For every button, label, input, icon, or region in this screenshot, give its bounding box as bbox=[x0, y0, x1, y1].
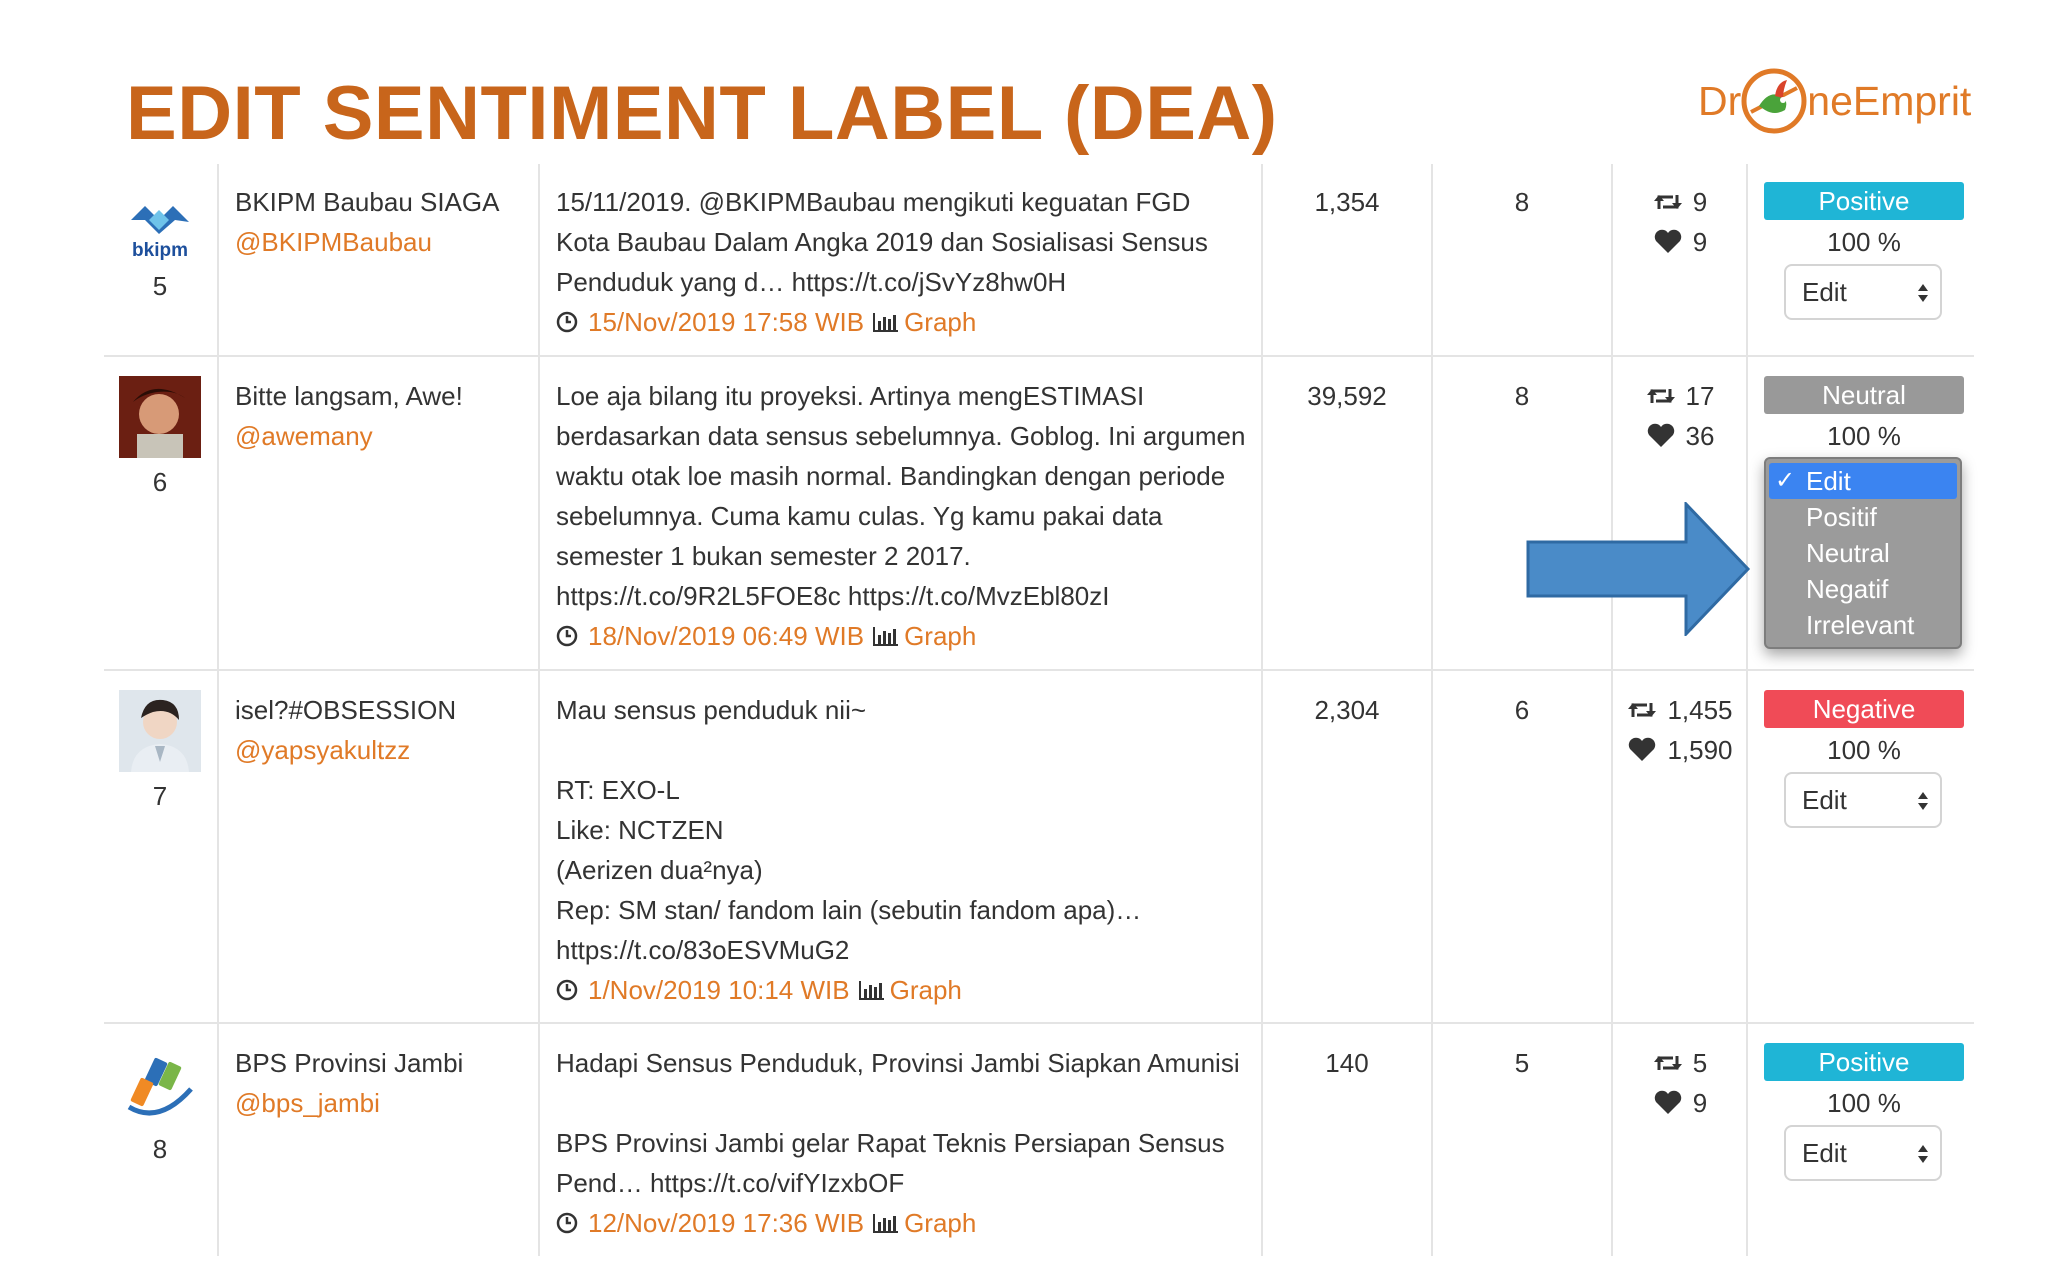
user-name: BKIPM Baubau SIAGA bbox=[235, 187, 500, 217]
retweet-stat bbox=[1616, 1043, 1744, 1083]
row-rank: 8 bbox=[152, 1134, 168, 1164]
like-count: 1,590 bbox=[1667, 735, 1733, 765]
annotation-arrow bbox=[1526, 502, 1752, 636]
dropdown-option-negatif[interactable]: Negatif bbox=[1806, 574, 1889, 604]
retweet-count: 17 bbox=[1685, 381, 1715, 411]
user-photo-avatar bbox=[119, 690, 201, 772]
bps-logo-icon bbox=[119, 1049, 201, 1131]
col4-count: 8 bbox=[1514, 187, 1530, 217]
tweet-date-link[interactable]: 12/Nov/2019 17:36 WIB bbox=[588, 1208, 865, 1238]
column-divider bbox=[1431, 164, 1433, 1256]
tweets-table bbox=[104, 164, 1974, 1256]
heart-icon bbox=[1653, 229, 1683, 255]
retweet-count: 5 bbox=[1692, 1048, 1708, 1078]
like-count: 9 bbox=[1692, 227, 1708, 257]
sentiment-edit-select[interactable]: Edit bbox=[1784, 772, 1942, 828]
sentiment-edit-select[interactable]: Edit bbox=[1784, 264, 1942, 320]
col4-count: 5 bbox=[1514, 1048, 1530, 1078]
droneemprit-logo bbox=[1698, 66, 1971, 136]
dropdown-option-neutral[interactable]: Neutral bbox=[1806, 538, 1890, 568]
select-arrows-icon bbox=[1916, 1142, 1930, 1166]
retweet-stat bbox=[1616, 376, 1744, 416]
column-divider bbox=[538, 164, 540, 1256]
tweet-text: Loe aja bilang itu proyeksi. Artinya mengESTIMASI berdasarkan data sensus sebelumnya. Goblog. Ini argumen waktu otak loe masih normal. Bandingkan dengan periode sebelumnya. Cuma kamu culas. Yg kamu pakai data semester 1 bukan semester 2 2017. https://t.co/9R2L5FOE8c https://t.co/MvzEbl80zI bbox=[556, 381, 1246, 611]
retweet-stat bbox=[1616, 182, 1744, 222]
row-rank: 6 bbox=[152, 467, 168, 497]
retweet-icon bbox=[1646, 383, 1676, 409]
user-name: Bitte langsam, Awe! bbox=[235, 381, 463, 411]
page-title: EDIT SENTIMENT LABEL (DEA) bbox=[126, 71, 1278, 156]
dropdown-option-positif[interactable]: Positif bbox=[1806, 502, 1877, 532]
graph-icon[interactable] bbox=[858, 979, 886, 1001]
clock-icon bbox=[556, 979, 578, 1001]
like-count: 9 bbox=[1692, 1088, 1708, 1118]
followers-count: 1,354 bbox=[1314, 187, 1380, 217]
tweet-text: Hadapi Sensus Penduduk, Provinsi Jambi Siapkan Amunisi BPS Provinsi Jambi gelar Rapat Teknis Persiapan Sensus Pend… https://t.co/vifYIzxbOF bbox=[556, 1048, 1240, 1198]
row-rank: 5 bbox=[152, 271, 168, 301]
row-rank: 7 bbox=[152, 781, 168, 811]
followers-count: 39,592 bbox=[1307, 381, 1387, 411]
user-handle-link[interactable]: @yapsyakultzz bbox=[235, 735, 411, 765]
followers-count: 2,304 bbox=[1314, 695, 1380, 725]
graph-icon[interactable] bbox=[872, 1212, 900, 1234]
tweet-meta bbox=[556, 970, 962, 1010]
tweet-text: 15/11/2019. @BKIPMBaubau mengikuti keguatan FGD Kota Baubau Dalam Angka 2019 dan Sosialisasi Sensus Penduduk yang d… https://t.co/jSvYz8hw0H bbox=[556, 187, 1208, 297]
clock-icon bbox=[556, 311, 578, 333]
like-count: 36 bbox=[1685, 421, 1715, 451]
tweet-text: Mau sensus penduduk nii~ RT: EXO-L Like: NCTZEN (Aerizen dua²nya) Rep: SM stan/ fandom lain (sebutin fandom apa)… https://t.co/83oESVMuG2 bbox=[556, 695, 1142, 965]
row-divider bbox=[104, 355, 1974, 357]
sentiment-percent: 100 % bbox=[1827, 421, 1901, 451]
retweet-icon bbox=[1653, 189, 1683, 215]
tweet-meta bbox=[556, 1203, 976, 1243]
tweet-date-link[interactable]: 1/Nov/2019 10:14 WIB bbox=[588, 975, 850, 1005]
user-photo-avatar bbox=[119, 376, 201, 458]
graph-link[interactable]: Graph bbox=[904, 307, 977, 337]
col4-count: 8 bbox=[1514, 381, 1530, 411]
graph-icon[interactable] bbox=[872, 311, 900, 333]
heart-icon bbox=[1627, 737, 1657, 763]
like-stat bbox=[1616, 416, 1744, 456]
brand-text-right: neEmprit bbox=[1807, 77, 1972, 124]
select-arrows-icon bbox=[1916, 789, 1930, 813]
like-stat bbox=[1612, 730, 1748, 770]
sentiment-badge: Neutral bbox=[1764, 376, 1964, 414]
graph-link[interactable]: Graph bbox=[904, 1208, 977, 1238]
col4-count: 6 bbox=[1514, 695, 1530, 725]
row-divider bbox=[104, 1022, 1974, 1024]
select-arrows-icon bbox=[1916, 281, 1930, 305]
sentiment-badge: Negative bbox=[1764, 690, 1964, 728]
clock-icon bbox=[556, 625, 578, 647]
like-stat bbox=[1616, 222, 1744, 262]
sentiment-percent: 100 % bbox=[1827, 227, 1901, 257]
retweet-stat bbox=[1612, 690, 1748, 730]
clock-icon bbox=[556, 1212, 578, 1234]
heart-icon bbox=[1653, 1090, 1683, 1116]
retweet-icon bbox=[1627, 697, 1657, 723]
sentiment-badge: Positive bbox=[1764, 182, 1964, 220]
tweet-meta bbox=[556, 616, 976, 656]
graph-link[interactable]: Graph bbox=[889, 975, 962, 1005]
sentiment-badge: Positive bbox=[1764, 1043, 1964, 1081]
user-name: BPS Provinsi Jambi bbox=[235, 1048, 464, 1078]
sentiment-edit-select[interactable]: Edit bbox=[1784, 1125, 1942, 1181]
tweet-meta bbox=[556, 302, 976, 342]
dropdown-option-irrelevant[interactable]: Irrelevant bbox=[1806, 610, 1915, 640]
graph-icon[interactable] bbox=[872, 625, 900, 647]
retweet-icon bbox=[1653, 1050, 1683, 1076]
followers-count: 140 bbox=[1325, 1048, 1369, 1078]
retweet-count: 1,455 bbox=[1667, 695, 1733, 725]
checkmark-icon: ✓ bbox=[1775, 467, 1796, 494]
user-name: isel?#OBSESSION bbox=[235, 695, 457, 725]
user-handle-link[interactable]: @bps_jambi bbox=[235, 1088, 380, 1118]
retweet-count: 9 bbox=[1692, 187, 1708, 217]
row-divider bbox=[104, 669, 1974, 671]
graph-link[interactable]: Graph bbox=[904, 621, 977, 651]
heart-icon bbox=[1646, 423, 1676, 449]
drone-bird-icon bbox=[1739, 66, 1809, 136]
user-handle-link[interactable]: @awemany bbox=[235, 421, 373, 451]
tweet-date-link[interactable]: 18/Nov/2019 06:49 WIB bbox=[588, 621, 865, 651]
sentiment-percent: 100 % bbox=[1827, 735, 1901, 765]
dropdown-option-edit[interactable]: ✓ Edit bbox=[1769, 463, 1957, 499]
bkipm-logo-icon bbox=[119, 190, 201, 272]
svg-text:bkipm: bkipm bbox=[132, 240, 188, 261]
sentiment-dropdown-menu[interactable] bbox=[1764, 457, 1962, 649]
brand-text-left: Dr bbox=[1698, 77, 1742, 124]
tweet-date-link[interactable]: 15/Nov/2019 17:58 WIB bbox=[588, 307, 865, 337]
user-handle-link[interactable]: @BKIPMBaubau bbox=[235, 227, 432, 257]
sentiment-percent: 100 % bbox=[1827, 1088, 1901, 1118]
column-divider bbox=[217, 164, 219, 1256]
like-stat bbox=[1616, 1083, 1744, 1123]
